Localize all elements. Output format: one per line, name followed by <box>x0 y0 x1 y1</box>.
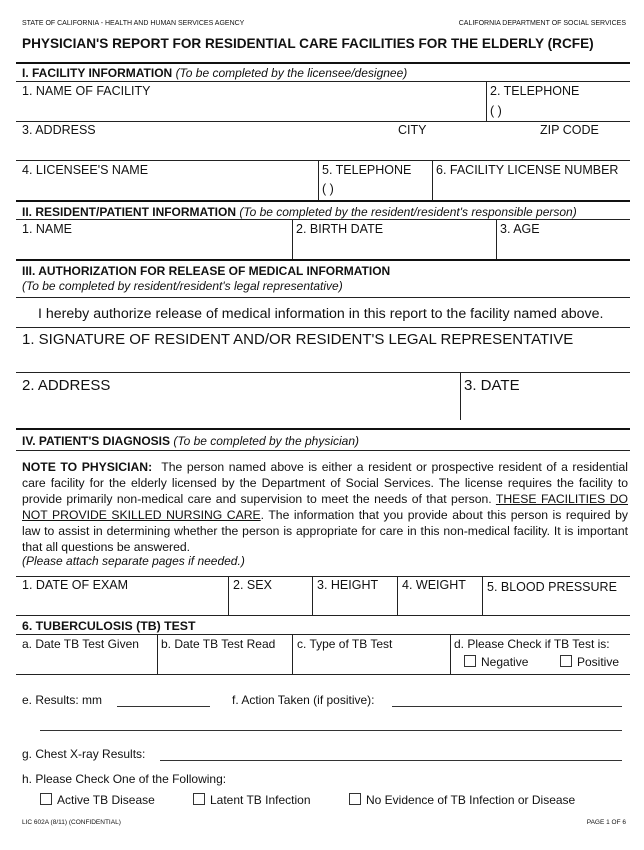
chest-xray-input[interactable] <box>160 760 622 761</box>
divider <box>16 428 630 430</box>
divider <box>486 81 487 121</box>
authorization-statement: I hereby authorize release of medical information in this report to the facility named above. <box>38 306 604 322</box>
facility-license-number-field[interactable]: 6. FACILITY LICENSE NUMBER <box>436 163 619 177</box>
form-id: LIC 602A (8/11) (CONFIDENTIAL) <box>22 819 121 826</box>
form-title: PHYSICIAN'S REPORT FOR RESIDENTIAL CARE FACILITIES FOR THE ELDERLY (RCFE) <box>22 36 594 51</box>
check-one-label: h. Please Check One of the Following: <box>22 772 227 786</box>
action-taken-input[interactable] <box>392 706 622 707</box>
sex-field[interactable]: 2. SEX <box>233 578 272 592</box>
age-field[interactable]: 3. AGE <box>500 222 540 236</box>
divider <box>16 615 630 616</box>
section1-heading: I. FACILITY INFORMATION (To be completed by the licensee/designee) <box>22 66 408 80</box>
section4-heading: IV. PATIENT'S DIAGNOSIS (To be completed by the physician) <box>22 434 360 448</box>
divider <box>16 62 630 64</box>
representative-address-field[interactable]: 2. ADDRESS <box>22 377 111 394</box>
divider <box>397 576 398 615</box>
height-field[interactable]: 3. HEIGHT <box>317 578 379 592</box>
active-tb-checkbox[interactable] <box>40 793 52 805</box>
section2-heading: II. RESIDENT/PATIENT INFORMATION (To be completed by the resident/resident's responsible person) <box>22 205 577 219</box>
city-field[interactable]: CITY <box>398 123 427 137</box>
page-number: PAGE 1 OF 6 <box>586 819 626 826</box>
divider <box>318 160 319 200</box>
latent-tb-checkbox[interactable] <box>193 793 205 805</box>
birth-date-field[interactable]: 2. BIRTH DATE <box>296 222 384 236</box>
licensee-name-field[interactable]: 4. LICENSEE'S NAME <box>22 163 149 177</box>
facility-telephone-field[interactable]: 2. TELEPHONE <box>490 84 580 98</box>
results-label: e. Results: mm <box>22 693 103 707</box>
chest-xray-label: g. Chest X-ray Results: <box>22 747 146 761</box>
divider <box>157 634 158 674</box>
divider <box>16 576 630 577</box>
attach-note: (Please attach separate pages if needed.) <box>22 554 245 568</box>
divider <box>16 372 630 373</box>
department-name: CALIFORNIA DEPARTMENT OF SOCIAL SERVICES <box>458 20 626 27</box>
divider <box>16 327 630 328</box>
divider <box>432 160 433 200</box>
divider <box>16 160 630 161</box>
area-code-paren: ( ) <box>322 182 334 196</box>
section3-heading: III. AUTHORIZATION FOR RELEASE OF MEDICAL INFORMATION <box>22 264 391 278</box>
divider <box>16 297 630 298</box>
authorization-date-field[interactable]: 3. DATE <box>464 377 520 394</box>
latent-tb-option[interactable]: Latent TB Infection <box>193 793 311 807</box>
active-tb-option[interactable]: Active TB Disease <box>40 793 155 807</box>
action-taken-continuation-line[interactable] <box>40 730 622 731</box>
divider <box>16 634 630 635</box>
agency-name: STATE OF CALIFORNIA - HEALTH AND HUMAN SERVICES AGENCY <box>22 20 245 27</box>
divider <box>312 576 313 615</box>
divider <box>228 576 229 615</box>
licensee-telephone-field[interactable]: 5. TELEPHONE <box>322 163 412 177</box>
facility-name-field[interactable]: 1. NAME OF FACILITY <box>22 84 151 98</box>
facility-address-field[interactable]: 3. ADDRESS <box>22 123 96 137</box>
divider <box>16 674 630 675</box>
zip-code-field[interactable]: ZIP CODE <box>540 123 599 137</box>
divider <box>16 121 630 122</box>
divider <box>292 219 293 259</box>
divider <box>450 634 451 674</box>
blood-pressure-field[interactable]: 5. BLOOD PRESSURE <box>487 580 617 594</box>
exam-date-field[interactable]: 1. DATE OF EXAM <box>22 578 129 592</box>
section3-note: (To be completed by resident/resident's legal representative) <box>22 279 343 293</box>
action-taken-label: f. Action Taken (if positive): <box>232 693 375 707</box>
no-evidence-option[interactable]: No Evidence of TB Infection or Disease <box>349 793 575 807</box>
tb-date-given-field[interactable]: a. Date TB Test Given <box>22 637 139 651</box>
divider <box>16 450 630 451</box>
tb-heading: 6. TUBERCULOSIS (TB) TEST <box>22 619 196 633</box>
positive-checkbox[interactable] <box>560 655 572 667</box>
divider <box>16 200 630 202</box>
signature-field[interactable]: 1. SIGNATURE OF RESIDENT AND/OR RESIDENT'S LEGAL REPRESENTATIVE <box>22 331 574 348</box>
positive-option[interactable]: Positive <box>560 655 619 669</box>
tb-test-type-field[interactable]: c. Type of TB Test <box>297 637 393 651</box>
tb-result-check-label: d. Please Check if TB Test is: <box>454 637 610 651</box>
results-mm-input[interactable] <box>117 706 210 707</box>
divider <box>292 634 293 674</box>
negative-option[interactable]: Negative <box>464 655 528 669</box>
note-to-physician: NOTE TO PHYSICIAN: The person named above is either a resident or prospective resident of a residential care facility for the elderly licensed by the Department of Social Services. The license requires the facility to provide primarily non-medical care and supervision to meet the needs of that person. THESE FACILITIES DO NOT PROVIDE SKILLED NURSING CARE. The information that you provide about this person is required by law to assist in determining whether the person is appropriate for care in this non-medical facility. It is important that all questions be answered. <box>22 460 629 554</box>
negative-checkbox[interactable] <box>464 655 476 667</box>
divider <box>16 81 630 82</box>
divider <box>16 259 630 261</box>
resident-name-field[interactable]: 1. NAME <box>22 222 73 236</box>
divider <box>16 219 630 220</box>
divider <box>482 576 483 615</box>
divider <box>460 372 461 420</box>
no-evidence-checkbox[interactable] <box>349 793 361 805</box>
tb-date-read-field[interactable]: b. Date TB Test Read <box>161 637 276 651</box>
weight-field[interactable]: 4. WEIGHT <box>402 578 466 592</box>
divider <box>496 219 497 259</box>
area-code-paren: ( ) <box>490 104 502 118</box>
